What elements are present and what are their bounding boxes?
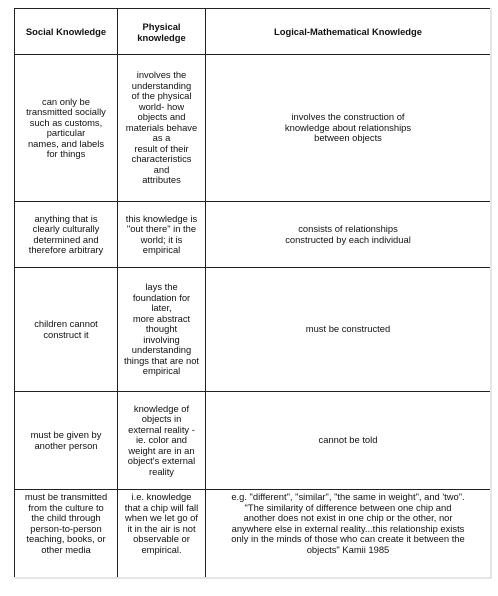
logical-cell: consists of relationships constructed by each individual <box>206 202 491 268</box>
social-cell: must be transmitted from the culture to the child through person-to-person teaching, books, or other media <box>15 490 118 578</box>
table-header-row <box>15 9 491 55</box>
header-physical-knowledge: Physical knowledge <box>118 9 206 55</box>
logical-cell: cannot be told <box>206 392 491 490</box>
header-logical-mathematical-knowledge: Logical-Mathematical Knowledge <box>206 9 491 55</box>
page-edge-shadow-bottom <box>14 577 492 579</box>
logical-cell: involves the construction of knowledge about relationships between objects <box>206 55 491 202</box>
social-cell: children cannot construct it <box>15 268 118 392</box>
table-row <box>15 490 491 578</box>
table-row <box>15 202 491 268</box>
table-row <box>15 268 491 392</box>
physical-cell: this knowledge is "out there" in the world; it is empirical <box>118 202 206 268</box>
header-social-knowledge: Social Knowledge <box>15 9 118 55</box>
physical-cell: knowledge of objects in external reality - ie. color and weight are in an object's external reality <box>118 392 206 490</box>
social-cell: anything that is clearly culturally determined and therefore arbitrary <box>15 202 118 268</box>
logical-cell: must be constructed <box>206 268 491 392</box>
table-row <box>15 392 491 490</box>
knowledge-types-table <box>14 8 491 578</box>
page-edge-shadow-right <box>490 8 492 577</box>
physical-cell: lays the foundation for later, more abstract thought involving understanding things that are not empirical <box>118 268 206 392</box>
social-cell: must be given by another person <box>15 392 118 490</box>
physical-cell: i.e. knowledge that a chip will fall when we let go of it in the air is not observable or empirical. <box>118 490 206 578</box>
logical-cell: e.g. "different", "similar", "the same in weight", and 'two". "The similarity of difference between one chip and another does not exist in one chip or the other, nor anywhere else in external reality...this relationship exists only in the minds of those who can create it between the objects" Kamii 1985 <box>206 490 491 578</box>
social-cell: can only be transmitted socially such as customs, particular names, and labels for things <box>15 55 118 202</box>
physical-cell: involves the understanding of the physical world- how objects and materials behave as a result of their characteristics and attributes <box>118 55 206 202</box>
table-row <box>15 55 491 202</box>
